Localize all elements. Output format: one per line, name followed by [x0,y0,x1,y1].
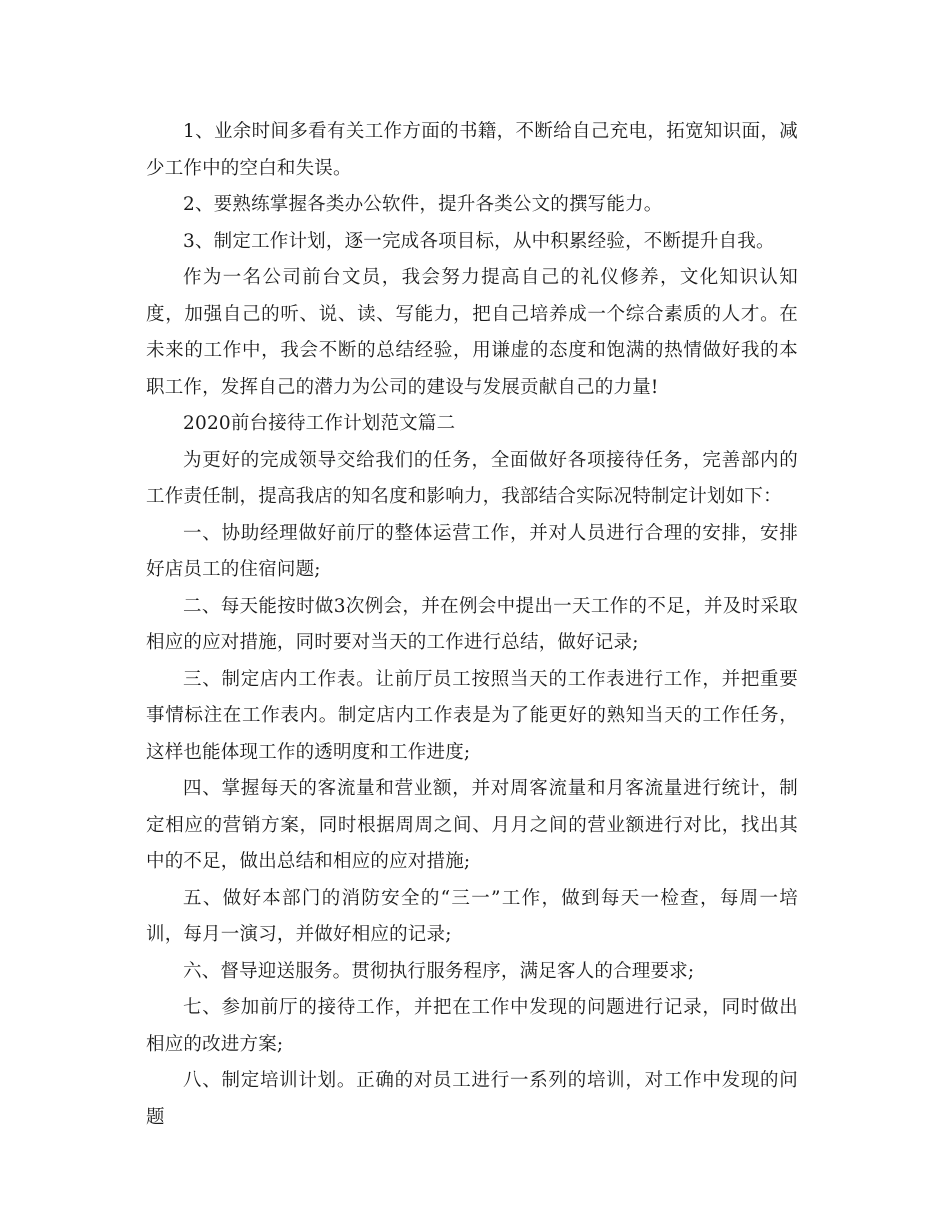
paragraph-office-software: 2、要熟练掌握各类办公软件，提升各类公文的撰写能力。 [183,194,663,215]
list-item-6: 六、督导迎送服务。贯彻执行服务程序，满足客人的合理要求; [183,960,695,982]
document-page [146,114,798,1136]
list-item-3: 三、制定店内工作表。让前厅员工按照当天的工作表进行工作，并把重要事情标注在工作表内。制定店内工作表是为了能更好的熟知当天的工作任务，这样也能体现工作的透明度和工作进度; [146,668,798,763]
paragraph-work-plan: 3、制定工作计划，逐一完成各项目标，从中积累经验，不断提升自我。 [183,230,775,252]
paragraph-intro: 为更好的完成领导交给我们的任务，全面做好各项接待任务，完善部内的工作责任制，提高我店的知名度和影响力，我部结合实际况特制定计划如下： [146,449,798,507]
section-heading: 2020前台接待工作计划范文篇二 [183,413,456,434]
list-item-8: 八、制定培训计划。正确的对员工进行一系列的培训，对工作中发现的问题 [146,1070,798,1128]
list-item-4: 四、掌握每天的客流量和营业额，并对周客流量和月客流量进行统计，制定相应的营销方案，同时根据周周之间、月月之间的营业额进行对比，找出其中的不足，做出总结和相应的应对措施; [146,778,798,872]
list-item-5: 五、做好本部门的消防安全的“三一”工作，做到每天一检查，每周一培训，每月一演习，并做好相应的记录; [146,887,798,945]
list-item-7: 七、参加前厅的接待工作，并把在工作中发现的问题进行记录，同时做出相应的改进方案; [146,997,798,1055]
list-item-2: 二、每天能按时做3次例会，并在例会中提出一天工作的不足，并及时采取相应的应对措施，同时要对当天的工作进行总结，做好记录; [146,595,798,653]
list-item-1: 一、协助经理做好前厅的整体运营工作，并对人员进行合理的安排，安排好店员工的住宿问题; [146,522,798,580]
paragraph-receptionist-goal: 作为一名公司前台文员，我会努力提高自己的礼仪修养，文化知识认知度，加强自己的听、说、读、写能力，把自己培养成一个综合素质的人才。在未来的工作中，我会不断的总结经验，用谦虚的态度和饱满的热情做好我的本职工作，发挥自己的潜力为公司的建设与发展贡献自己的力量! [146,267,798,398]
paragraph-study-books: 1、业余时间多看有关工作方面的书籍，不断给自己充电，拓宽知识面，减少工作中的空白和失误。 [146,121,798,179]
